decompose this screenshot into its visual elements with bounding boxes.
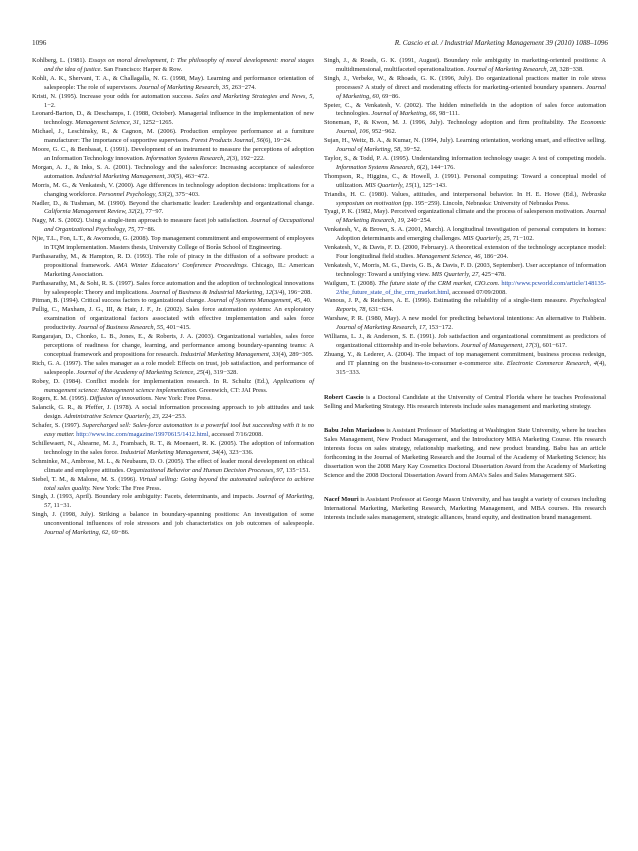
reference-details: 631−634.: [367, 306, 394, 314]
reference-source: Management Science, 31,: [75, 119, 141, 127]
author-name: Babu John Mariadoss: [324, 426, 385, 434]
reference-source: Essays on moral development, I: The philosophy of moral development: moral stages and the idea of justice.: [44, 57, 314, 73]
reference-details: (5), 463−472.: [173, 172, 209, 180]
page-header: [32, 37, 608, 49]
reference-details: 40.: [301, 297, 312, 305]
reference-entry: [324, 315, 606, 333]
reference-text: Sujan, H., Weitz, B. A., & Kumar, N. (1994, July). Learning orientation, working smart, and effective selling.: [324, 137, 606, 145]
reference-details: 135−151.: [284, 466, 311, 474]
reference-source: Journal of Marketing, 58,: [336, 146, 402, 154]
reference-text: Salancik, G. R., & Pfeffer, J. (1978). A social information processing approach to job attitudes and task design.: [32, 404, 314, 421]
reference-text: Schafer, S. (1997).: [32, 422, 83, 430]
reference-accessed: , accessed 07/09/2008.: [449, 288, 507, 296]
reference-text: Kohlberg, L. (1981).: [32, 57, 89, 64]
reference-source: Journal of Systems Management, 45,: [207, 297, 302, 305]
reference-text: Rich, G. A. (1997). The sales manager as a role model: Effects on trust, job satisfaction, and performance of salespeople.: [32, 359, 314, 376]
reference-details: (pp. 195−259). Lincoln, Nebraska: University of Nebraska Press.: [401, 199, 570, 207]
reference-source: Journal of Occupational and Organizational Psychology, 75,: [44, 217, 314, 234]
reference-entry: [324, 173, 606, 191]
reference-source: Industrial Marketing Management, 33: [180, 350, 279, 358]
reference-entry: [324, 208, 606, 226]
reference-text: Nadler, D., & Tushman, M. (1990). Beyond the charismatic leader: Leadership and organizational change.: [32, 199, 314, 207]
reference-source: Nebraska symposium on motivation: [336, 190, 606, 207]
reference-details: San Francisco: Harper & Row.: [102, 65, 183, 73]
reference-details: 69−86.: [109, 529, 130, 537]
reference-details: 240−254.: [405, 217, 432, 225]
reference-source: The future state of the CRM market, CIO.com.: [378, 279, 500, 287]
reference-entry: [324, 244, 606, 262]
reference-accessed: , accessed 7/16/2008.: [208, 431, 263, 439]
reference-text: Parthasarathy, M., & Sohi, R. S. (1997). Sales force automation and the adoption of technological innovations by salespeople: Theory and implications.: [32, 279, 314, 296]
reference-source: Diffusion of innovations.: [89, 395, 153, 403]
reference-source: Organizational Behavior and Human Decision Processes, 97,: [126, 466, 285, 474]
reference-entry: [324, 351, 606, 378]
reference-details: (4), 323−336.: [218, 448, 254, 456]
reference-source: Journal of Marketing Research, 19,: [336, 208, 606, 225]
reference-source: California Management Review, 32: [44, 208, 135, 216]
page-number: 1096: [32, 39, 47, 47]
reference-entry: [32, 217, 314, 235]
reference-text: Taylor, S., & Todd, P. A. (1995). Understanding information technology usage: A test of competing models.: [324, 154, 606, 162]
reference-text: Williams, L. J., & Anderson, S. E. (1991). Job satisfaction and organizational commitment as predictors of organizational citizenship and in-role behaviors.: [324, 333, 606, 349]
reference-text: Michael, J., Leschinsky, R., & Cagnon, M. (2006). Production employee performance at a furniture manufacturer: The importance of supportive supervisors.: [32, 128, 314, 145]
reference-text: Singh, J. (1998, July). Striking a balance in boundary-spanning positions: An investigation of some unconventional influences of role stressors and job characteristics on job outcomes of salespeople.: [32, 511, 314, 528]
reference-text: Morgan, A. J., & Inks, S. A. (2001). Technology and the salesforce: Increasing acceptance of salesforce automation.: [32, 163, 314, 180]
reference-details: 98−111.: [437, 110, 460, 118]
reference-source: Journal of Marketing Research, 17,: [336, 324, 427, 332]
reference-entry: [32, 280, 314, 298]
reference-entry: [32, 93, 314, 111]
reference-details: (2), 77−97.: [134, 208, 164, 216]
reference-entry: [32, 476, 314, 494]
left-column: [32, 57, 314, 538]
author-name: Nacef Mouri: [324, 495, 359, 503]
reference-source: Information Systems Research, 6: [336, 163, 420, 171]
author-bios: [324, 378, 606, 522]
reference-text: Stoneman, P., & Kwon, M. J. (1996, July). Technology adoption and firm profitability.: [324, 119, 568, 127]
reference-details: 224−253.: [160, 413, 187, 421]
reference-details: New York: Free Press.: [152, 395, 212, 403]
reference-source: Psychological Reports, 78,: [336, 297, 606, 314]
reference-source: MIS Quarterly, 15: [365, 181, 412, 189]
reference-source: MIS Quarterly, 27,: [431, 270, 480, 278]
reference-text: Leonard-Barton, D., & Deschamps, I. (1988, October). Managerial influence in the implementation of new technology.: [32, 110, 314, 127]
reference-text: Singh, J. (1993, April). Boundary role ambiguity: Facets, determinants, and impacts.: [32, 493, 257, 501]
reference-details: Greenwich, CT: JAI Press.: [197, 386, 268, 394]
reference-text: Pitman, B. (1994). Critical success factors to organizational change.: [32, 297, 208, 305]
reference-source: Sales and Marketing Strategies and News, 5,: [195, 92, 315, 100]
reference-details: (3), 192−222.: [229, 154, 265, 162]
reference-source: The Economic Journal, 106,: [336, 119, 606, 136]
reference-details: 69−86.: [380, 92, 400, 100]
reference-details: 952−962.: [370, 128, 397, 136]
reference-details: 425−478.: [479, 270, 506, 278]
reference-entry: [324, 226, 606, 244]
reference-text: Wanous, J. P., & Reichers, A. E. (1996). Estimating the reliability of a single-item measure.: [324, 297, 570, 305]
reference-text: Kristi, N. (1995). Increase your odds for automation success.: [32, 92, 196, 100]
reference-entry: [32, 360, 314, 378]
reference-text: Venkatesh, V., & Brown, S. A. (2001, March). A longitudinal investigation of personal computers in homes: Adoption determinants and emerging challenges.: [324, 226, 606, 243]
reference-entry: [32, 164, 314, 182]
reference-text: Triandis, H. C. (1980). Values, attitudes, and interpersonal behavior. In H. E. Howe (Ed.),: [324, 190, 582, 198]
reference-details: 71−102.: [511, 235, 535, 243]
reference-source: Journal of Marketing, 62,: [44, 529, 110, 537]
reference-text: Rangarajan, D., Chonko, L. B., Jones, E., & Roberts, J. A. (2003). Organizational variables, sales force perceptions of readiness for change, learning, and performance among boundary-spanning teams: A conceptual framework and propositions for research.: [32, 333, 314, 358]
reference-source: Journal of Business Research, 55,: [78, 324, 165, 332]
reference-source: Information Systems Research, 2: [145, 154, 230, 162]
reference-source: Management Science, 46,: [416, 252, 483, 260]
reference-text: Zhuang, Y., & Lederer, A. (2004). The impact of top management commitment, business process redesign, and IT planning on the business-to-consumer e-commerce site.: [324, 350, 606, 367]
reference-details: 263−274.: [230, 83, 256, 91]
reference-source: Journal of Marketing, 57,: [44, 493, 314, 510]
reference-entry: [32, 110, 314, 128]
reference-text: Robey, D. (1984). Conflict models for implementation research. In R. Schultz (Ed.),: [32, 377, 274, 385]
reference-text: Singh, J., Verbeke, W., & Rhoads, G. K. (1996, July). Do organizational practices matter in role stress processes? A study of direct and moderating effects for marketing-oriented boundary spanners.: [324, 74, 606, 91]
reference-source: Journal of Business & Industrial Marketing, 12: [150, 288, 272, 296]
reference-entry: [32, 395, 314, 404]
reference-source: Journal of Marketing Research, 35,: [139, 83, 231, 91]
reference-entry: [32, 511, 314, 538]
reference-source: Journal of Management, 17: [460, 342, 532, 349]
reference-entry: [32, 57, 314, 75]
reference-entry: [324, 57, 606, 75]
reference-details: New York: The Free Press.: [90, 484, 162, 492]
reference-details: 153−172.: [427, 324, 453, 332]
reference-source: MIS Quarterly, 25,: [462, 235, 512, 243]
bio-spacer: [324, 411, 606, 426]
reference-link[interactable]: http://www.pcworld.com/article/148135-2/the_future_state_of_the_crm_market.html: [336, 279, 606, 296]
reference-details: (4), 319−328.: [202, 368, 238, 376]
reference-entry: [32, 297, 314, 306]
reference-entry: [32, 253, 314, 280]
reference-details: 39−52.: [401, 146, 422, 154]
reference-text: Njie, T.L., Fon, L.T., & Awomodu, G. (2008). Top management commitment and empowerment of employees in TQM implementation. Masters thesis, University College of Borås School of Engineering.: [32, 235, 314, 252]
reference-link[interactable]: http://www.inc.com/magazine/19970615/1412.html: [76, 431, 209, 439]
reference-source: Applications of management science: Management science implementation.: [44, 377, 315, 394]
author-name: Robert Cascio: [324, 393, 364, 401]
author-bio: [324, 393, 606, 411]
reference-text: Parthasarathy, M., & Hampton, R. D. (1993). The role of piracy in the diffusion of a software product: a propositional framework.: [32, 252, 314, 269]
reference-source: Supercharged sell: Sales-force automation is a powerful tool but succeeding with it is no easy matter.: [44, 422, 314, 439]
reference-details: (3/4), 196−208.: [271, 288, 312, 296]
author-bio-text: is a Doctoral Candidate at the University of Central Florida where he teaches Professional Selling and Marketing Strategy. His research interests include sales management and marketing strategy.: [324, 393, 606, 410]
reference-entry: [32, 75, 314, 93]
reference-entry: [32, 404, 314, 422]
reference-entry: [324, 137, 606, 155]
reference-entry: [32, 378, 314, 396]
reference-entry: [32, 458, 314, 476]
reference-source: Electronic Commerce Research, 4: [506, 359, 597, 367]
reference-details: (3), 601−617.: [531, 342, 567, 349]
reference-source: Journal of Marketing, 60,: [336, 83, 606, 100]
reference-text: Siebel, T. M., & Malone, M. S. (1996).: [32, 475, 140, 483]
reference-text: Kohli, A. K., Shervani, T. A., & Challagalla, N. G. (1998, May). Learning and performance orientation of salespeople: The role of supervisors.: [32, 74, 314, 91]
reference-text: Pullig, C., Maxham, J. G., III, & Hair, J. F., Jr. (2002). Sales force automation systems: An exploratory examination of organizational factors associated with effective implementation and sales force productivity.: [32, 306, 314, 332]
reference-details: 1−2.: [44, 101, 56, 109]
reference-text: Venkatesh, V., Morris, M. G., Davis, G. B., & Davis, F. D. (2003, September). User acceptance of information technology: Toward a unifying view.: [324, 261, 606, 278]
reference-text: Morris, M. G., & Venkatesh, V. (2000). Age differences in technology adoption decisions: implications for a changing workforce.: [32, 181, 314, 198]
reference-details: Chicago, IL: American Marketing Association.: [44, 261, 314, 278]
reference-source: Journal of Marketing, 66,: [371, 110, 438, 118]
reference-source: Personnel Psychology, 53: [98, 190, 165, 198]
reference-entry: [324, 102, 606, 120]
reference-entry: [324, 155, 606, 173]
reference-details: 11−31.: [52, 502, 72, 510]
reference-entry: [32, 235, 314, 253]
reference-details: (4), 289−305.: [278, 350, 314, 358]
reference-source: Journal of the Academy of Marketing Science, 25: [76, 368, 203, 376]
reference-text: Wailgum, T. (2008).: [324, 279, 379, 287]
reference-details: (2), 375−403.: [164, 190, 200, 198]
right-reference-list: [324, 57, 606, 378]
reference-entry: [32, 146, 314, 164]
author-bio-text: is Assistant Professor of Marketing at Washington State University, where he teaches Sales Management, New Product Management, and the Introductory MBA Marketing Course. His research interests focus on sales strategy, relationship marketing, and new product branding. Babu has an article forthcoming in the Journal of Marketing Research and the Journal of the Academy of Marketing Science; his dissertation won the 2008 Mary Kay Cosmetics Doctoral Dissertation Award from the Academy of Marketing Science and the 2008 Doctoral Dissertation Award from AMA's Sales and Sales Management SIG.: [324, 426, 606, 479]
reference-entry: [324, 262, 606, 280]
reference-text: Warshaw, P. R. (1980, May). A new model for predicting behavioral intentions: An alternative to Fishbein.: [324, 315, 606, 323]
reference-entry: [324, 297, 606, 315]
reference-text: Thompson, R., Higgins, C., & Howell, J. (1991). Personal computing: Toward a conceptual model of utilization.: [324, 172, 606, 189]
reference-entry: [32, 128, 314, 146]
reference-details: 1252−1265.: [140, 119, 174, 127]
reference-details: (6), 19−24.: [262, 137, 292, 145]
reference-details: (2), 144−176.: [419, 163, 455, 171]
reference-details: 186−204.: [482, 252, 509, 260]
reference-source: Forest Products Journal, 56: [191, 137, 263, 145]
reference-entry: [324, 191, 606, 209]
reference-source: Industrial Marketing Management, 34: [120, 448, 219, 456]
bio-spacer: [324, 378, 606, 393]
reference-details: 328−338.: [557, 65, 584, 73]
reference-entry: [324, 75, 606, 102]
reference-entry: [324, 280, 606, 298]
reference-source: Virtual selling: Going beyond the automated salesforce to achieve total sales quality.: [44, 475, 314, 492]
reference-text: Nagy, M. S. (2002). Using a single-item approach to measure facet job satisfaction.: [32, 217, 251, 225]
reference-text: Tyagi, P. K. (1982, May). Perceived organizational climate and the process of salesperson motivation.: [324, 208, 587, 216]
bio-spacer: [324, 480, 606, 495]
author-bio-text: is Assistant Professor at George Mason University, and has taught a variety of courses including International Marketing, Marketing Research, Marketing Management, and MBA courses. His research interests include sales management, strategic alliances, brand equity, and destination brand management.: [324, 495, 606, 521]
reference-source: Administrative Science Quarterly, 23,: [63, 413, 161, 421]
reference-text: Schillewaert, N., Ahearne, M. J., Frambach, R. T., & Moenaert, R. K. (2005). The adoption of information technology in the sales force.: [32, 439, 314, 456]
reference-text: Venkatesh, V., & Davis, F. D. (2000, February). A theoretical extension of the technology acceptance model: Four longitudinal field studies.: [324, 244, 606, 260]
reference-text: Speier, C., & Venkatesh, V. (2002). The hidden minefields in the adoption of sales force automation technologies.: [324, 101, 606, 118]
reference-entry: [32, 333, 314, 360]
reference-entry: [32, 200, 314, 218]
reference-text: Moore, G. C., & Benbasat, I. (1991). Development of an instrument to measure the perceptions of adoption an Information Technology innovation.: [32, 146, 314, 162]
reference-details: (1), 125−143.: [411, 181, 447, 189]
reference-source: Journal of Marketing Research, 28,: [466, 65, 558, 73]
reference-details: 77−86.: [135, 226, 156, 234]
reference-text: Singh, J., & Roads, G. K. (1991, August). Boundary role ambiguity in marketing-oriented positions: A multidimensional, multifaceted operationalization.: [324, 57, 606, 73]
reference-details: (4), 315−333.: [336, 359, 607, 376]
running-head: R. Cascio et al. / Industrial Marketing Management 39 (2010) 1088–1096: [394, 39, 608, 47]
reference-text: Rogers, E. M. (1995).: [32, 395, 90, 403]
right-column: [324, 57, 606, 522]
reference-entry: [32, 306, 314, 333]
reference-entry: [32, 182, 314, 200]
author-bio: [324, 426, 606, 480]
reference-entry: [32, 440, 314, 458]
reference-entry: [32, 422, 314, 440]
reference-entry: [324, 119, 606, 137]
author-bio: [324, 495, 606, 522]
reference-source: AMA Winter Educators' Conference Proceedings.: [114, 261, 249, 269]
reference-entry: [32, 493, 314, 511]
reference-entry: [324, 333, 606, 351]
reference-source: Industrial Marketing Management, 30: [75, 172, 174, 180]
reference-text: Schminke, M., Ambrose, M. L., & Neubaum, D. O. (2005). The effect of leader moral development on ethical climate and employee attitudes.: [32, 457, 314, 474]
reference-details: 401−415.: [164, 324, 191, 332]
